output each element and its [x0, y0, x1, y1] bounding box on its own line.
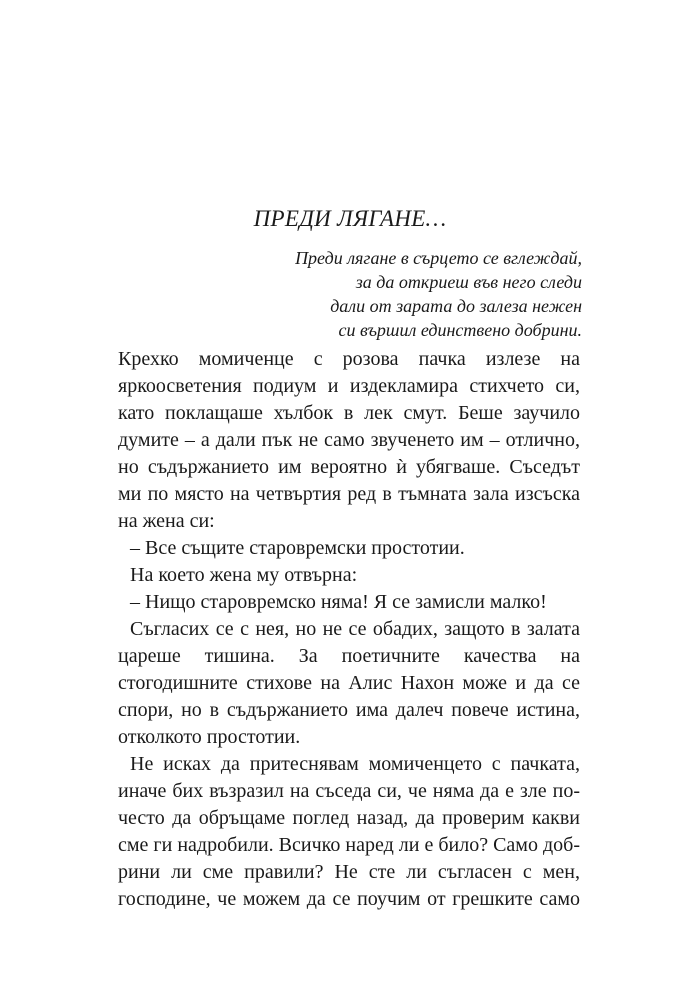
body-line: сме ги надробили. Всичко наред ли е било? Само доб- [118, 834, 580, 856]
body-line: спори, но в съдържанието има далеч повече истина, [118, 699, 580, 721]
body-text [118, 346, 580, 913]
chapter-title: ПРЕДИ ЛЯГАНЕ… [253, 206, 447, 231]
body-line: рини ли сме правили? Не сте ли съгласен с мен, [118, 861, 580, 883]
body-line: цареше тишина. За поетичните качества на [118, 645, 580, 667]
body-line: на жена си: [118, 510, 215, 532]
body-line: господине, че можем да се поучим от грешките само [118, 888, 580, 910]
body-line: ми по място на четвъртия ред в тъмната зала изсъска [118, 483, 580, 505]
body-line: като поклащаше хълбок в лек смут. Беше заучило [118, 402, 580, 424]
body-line: но съдържанието им вероятно ѝ убягваше. Съседът [118, 456, 580, 478]
body-line: Крехко момиченце с розова пачка излезе на [118, 348, 580, 370]
body-line: думите – а дали пък не само звученето им – отлично, [118, 429, 580, 451]
body-line: стогодишните стихове на Алис Нахон може и да се [118, 672, 580, 694]
epigraph-line: за да откриеш във него следи [355, 272, 582, 292]
dialogue-line: – Нищо старовремско няма! Я се замисли малко! [130, 591, 547, 613]
epigraph-line: Преди лягане в сърцето се вглеждай, [295, 248, 582, 268]
body-line: На което жена му отвърна: [130, 564, 358, 586]
body-line: Съгласих се с нея, но не се обадих, защото в залата [130, 618, 580, 640]
body-line: иначе бих възразил на съседа си, че няма да е зле по- [118, 780, 580, 802]
epigraph [162, 246, 582, 342]
body-line: яркоосветения подиум и издекламира стихчето си, [118, 375, 580, 397]
body-line: Не исках да притеснявам момиченцето с пачката, [130, 753, 580, 775]
epigraph-line: си вършил единствено добрини. [338, 320, 582, 340]
dialogue-line: – Все същите старовремски простотии. [130, 537, 465, 559]
epigraph-line: дали от зарата до залеза нежен [330, 296, 582, 316]
body-line: отколкото простотии. [118, 726, 301, 748]
body-line: често да обръщаме поглед назад, да проверим какви [118, 807, 580, 829]
